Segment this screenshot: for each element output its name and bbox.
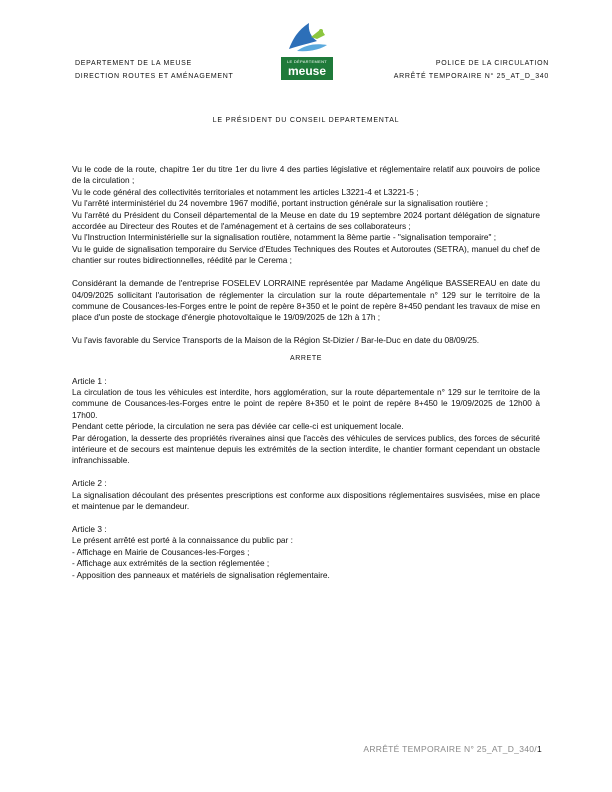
vu-arrete-1967: Vu l'arrêté interministériel du 24 novembre 1967 modifié, portant instruction générale sur la signalisation routière ;: [72, 198, 488, 209]
vu-code-route: Vu le code de la route, chapitre 1er du titre 1er du livre 4 des parties législative et réglementaire relatif aux pouvoirs de police de la circulation ;: [72, 164, 540, 186]
meuse-logo: [281, 19, 333, 81]
header-right: [394, 57, 549, 83]
vu-guide-setra: Vu le guide de signalisation temporaire du Service d'Etudes Techniques des Routes et Autoroutes (SETRA), manuel du chef de chantier sur routes bidirectionnelles, réédité par le Cerema ;: [72, 243, 540, 266]
article1-p2: Pendant cette période, la circulation ne sera pas déviée car celle-ci est uniquement locale.: [72, 421, 404, 432]
list-item: - Affichage aux extrémités de la section réglementée ;: [72, 558, 270, 569]
list-item: - Affichage en Mairie de Cousances-les-Forges ;: [72, 546, 250, 557]
header-left: [75, 57, 233, 83]
document-body: [72, 164, 540, 581]
logo-mark-icon: [281, 19, 333, 57]
considerant: Considérant la demande de l'entreprise FOSELEV LORRAINE représentée par Madame Angélique BASSEREAU en date du 04/09/2025 sollicitant l'autorisation de réglementer la circulation sur la route départementale n° 129 sur le territoire de la commune de Cousances-les-Forges entre le point de repère 8+350 et le point de repère 8+450 pendant les travaux de mise en place d'un poste de stockage d'énergie photovoltaïque le 19/09/2025 de 12h à 17h ;: [72, 278, 540, 323]
vu-cgct: Vu le code général des collectivités territoriales et notamment les articles L3221-4 et L3221-5 ;: [72, 186, 419, 197]
article1-title: Article 1 :: [72, 375, 107, 386]
article2-p1: La signalisation découlant des présentes prescriptions est conforme aux dispositions réglementaires susvisées, mise en place et maintenue par le demandeur.: [72, 489, 540, 512]
vu-delegation: Vu l'arrêté du Président du Conseil départemental de la Meuse en date du 19 septembre 2024 portant délégation de signature accordée au Directeur des Routes et de l'aménagement et à certains de ses collaborateurs ;: [72, 209, 540, 232]
logo-small-text: LE DÉPARTEMENT: [286, 59, 328, 64]
avis-favorable: Vu l'avis favorable du Service Transports de la Maison de la Région St-Dizier / Bar-le-Duc en date du 08/09/25.: [72, 335, 480, 346]
page-footer: [363, 744, 542, 754]
list-item: - Apposition des panneaux et matériels de signalisation réglementaire.: [72, 569, 330, 580]
direction-name: DIRECTION ROUTES ET AMÉNAGEMENT: [75, 73, 234, 80]
article1-p3: Par dérogation, la desserte des propriétés riveraines ainsi que l'accès des véhicules de services publics, des forces de sécurité intérieure et de secours est maintenue depuis les extrémités de la section interdite, le chantier formant cependant un obstacle infranchissable.: [72, 432, 540, 466]
footer-label: ARRÊTÉ TEMPORAIRE N° 25_AT_D_340/: [363, 744, 537, 754]
page-number: 1: [536, 744, 542, 754]
vu-instruction: Vu l'Instruction Interministérielle sur la signalisation routière, notamment la 8ème partie - "signalisation temporaire" ;: [72, 232, 497, 243]
department-name: DEPARTEMENT DE LA MEUSE: [75, 60, 192, 67]
arrete-heading: ARRETE: [290, 354, 322, 362]
article1-p1: La circulation de tous les véhicules est interdite, hors agglomération, sur la route départementale n° 129 sur le territoire de la commune de Cousances-les-Forges entre le point de repère 8+350 et le point de repère 8+450 le 19/09/2025 de 12h00 à 17h00.: [72, 387, 540, 420]
article3-title: Article 3 :: [72, 524, 107, 535]
article2-title: Article 2 :: [72, 478, 107, 489]
logo-text: meuse: [287, 64, 327, 78]
article3-p1: Le présent arrêté est porté à la connaissance du public par :: [72, 535, 293, 546]
arrete-number: ARRÊTÉ TEMPORAIRE N° 25_AT_D_340: [393, 73, 549, 80]
police-title: POLICE DE LA CIRCULATION: [435, 60, 549, 67]
president-heading: LE PRÉSIDENT DU CONSEIL DEPARTEMENTAL: [212, 117, 400, 124]
